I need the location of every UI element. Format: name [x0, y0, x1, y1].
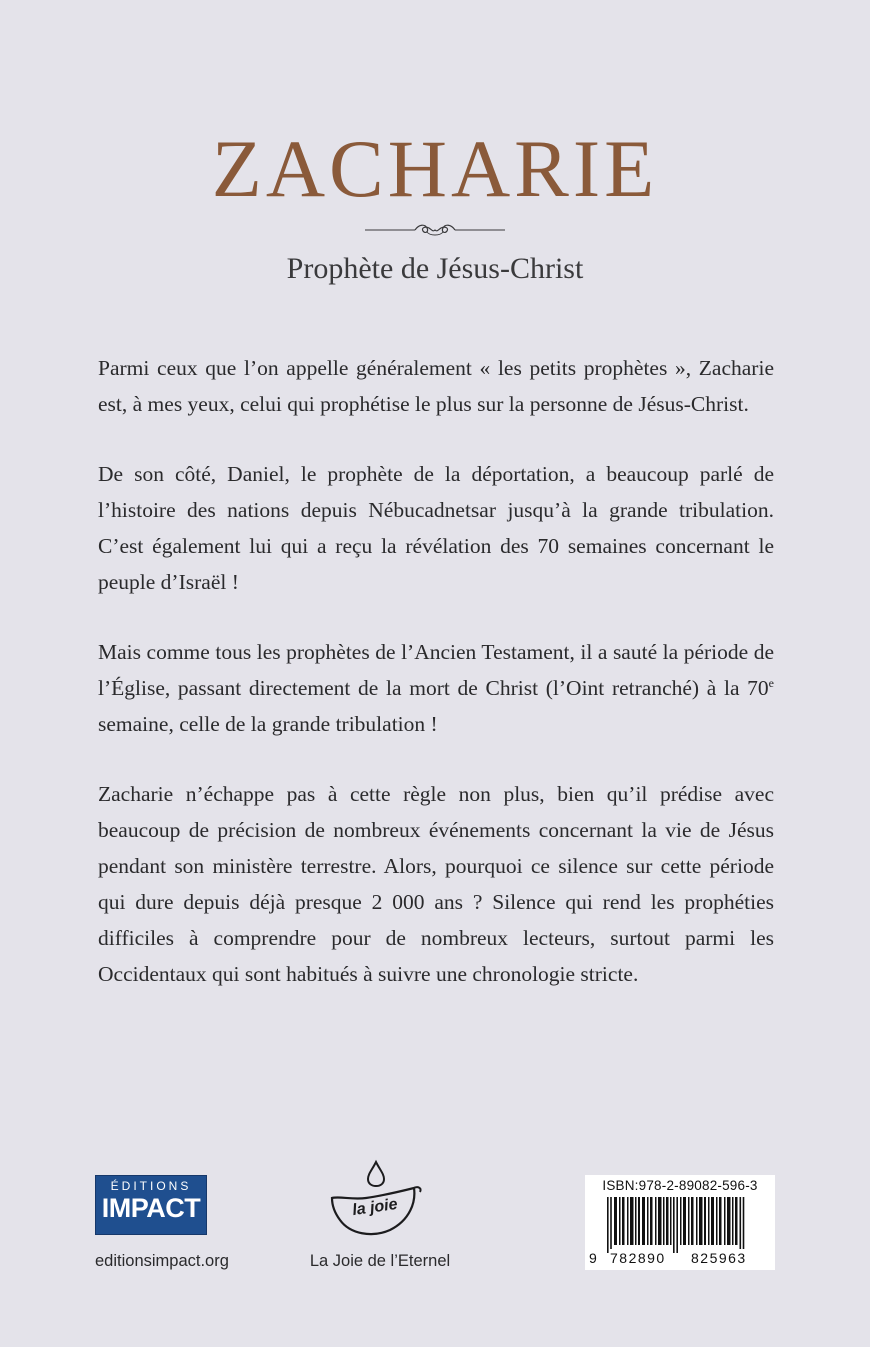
isbn-number: ISBN:978-2-89082-596-3: [602, 1178, 758, 1193]
logo-top-text: ÉDITIONS: [110, 1179, 192, 1193]
barcode-digits: [585, 1249, 775, 1267]
paragraph-1: Parmi ceux que l’on appelle généralement « les petits prophètes », Zacharie est, à mes yeux, celui qui prophétise le plus sur la personne de Jésus-Christ.: [98, 356, 774, 416]
back-cover-text: [98, 350, 774, 992]
barcode-digits-left: 782890: [610, 1250, 666, 1266]
imprint-name: La Joie de l’Eternel: [309, 1252, 451, 1270]
paragraph-3-end: semaine, celle de la grande tribulation !: [98, 712, 438, 736]
paragraph-4: Zacharie n’échappe pas à cette règle non plus, bien qu’il prédise avec beaucoup de précision de nombreux événements concernant la vie de Jésus pendant son ministère terrestre. Alors, pourquoi ce silence sur cette période qui dure depuis déjà presque 2 000 ans ? Silence qui rend les prophéties difficiles à comprendre pour de nombreux lecteurs, surtout parmi les Occidentaux qui sont habitués à suivre une chronologie stricte.: [98, 782, 774, 986]
barcode-digit-first: 9: [589, 1250, 597, 1266]
la-joie-logo-text: la joie: [351, 1195, 399, 1220]
book-title: ZACHARIE: [211, 123, 659, 214]
barcode-bars-icon: [593, 1197, 767, 1253]
ordinal-superscript: e: [768, 675, 774, 690]
editions-impact-logo: [95, 1175, 207, 1235]
book-subtitle: Prophète de Jésus-Christ: [286, 252, 584, 285]
ornament-divider-icon: [363, 218, 507, 242]
barcode-digits-right: 825963: [691, 1250, 747, 1266]
publisher-website: editionsimpact.org: [95, 1252, 229, 1270]
paragraph-2: De son côté, Daniel, le prophète de la déportation, a beaucoup parlé de l’histoire des nations depuis Nébucadnetsar jusqu’à la grande tribulation. C’est également lui qui a reçu la révélation des 70 semaines concernant le peuple d’Israël !: [98, 462, 774, 594]
paragraph-3: [98, 634, 774, 742]
logo-main-text: IMPACT: [101, 1193, 201, 1223]
paragraph-3-start: Mais comme tous les prophètes de l’Ancien Testament, il a sauté la période de l’Église, passant directement de la mort de Christ (l’Oint retranché) à la 70: [98, 640, 774, 700]
isbn-barcode: [585, 1175, 775, 1270]
